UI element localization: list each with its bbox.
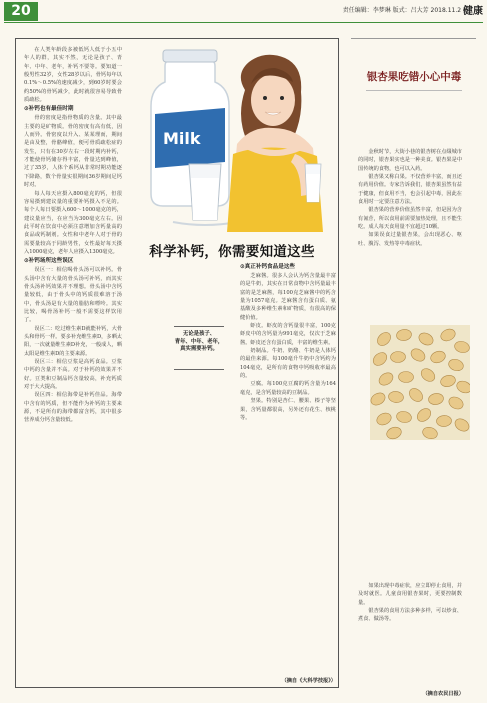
article-source-credit: （摘自《大科学技报》） <box>281 678 336 684</box>
pull-quote-line: 真实需要补钙。 <box>180 346 218 352</box>
body-paragraph: 豆腐。每100克豆腐的钙含量为164毫克，是含钙量较高的豆制品。 <box>240 381 336 396</box>
section-heading: ⊙补钙也有最佳时期 <box>24 106 74 113</box>
header-divider <box>4 22 483 23</box>
body-paragraph: 如果出现中毒症状，应立即停止食用，并及时就医。儿童食用银杏果时，更要控制数量。 <box>358 583 462 606</box>
body-paragraph: 如果误食过量银杏果，会出现恶心、呕吐、腹泻、发热等中毒症状。 <box>358 232 462 247</box>
side-article-body-bottom <box>358 582 462 692</box>
section-heading: ⊙补钙场所这些误区 <box>24 258 74 265</box>
body-paragraph: 芝麻酱。很多人会认为钙含量最丰富的是牛奶，其实在日常食物中含钙量最丰富的是芝麻酱，每100克芝麻酱中的钙含量为1057毫克。芝麻酱含有蛋白质、氨基酸及多种维生素和矿物质，有很高的保健价值。 <box>240 273 336 321</box>
section-heading: ⊙真正补钙食品是这些 <box>240 264 296 270</box>
body-paragraph: 骨的密度是指骨物质的含量。其中最主要的是矿物质。骨的密度有高有低，因人而异。骨密度以升入、某某理而，期间是由及整，骨骼峰值，便可骨质疏松症的发生，只有在30岁左右一段时期内补钙，才能使骨钙储存得丰富，骨量达到峰值，过了35岁，人体个系钙从非常时期功能逐下降路，数个骨量实很期间36岁期间足钙时对。 <box>24 115 122 189</box>
body-paragraph: 误区二：吃过维生素D就能补钙，大骨头和骨钙一样。要多补充维生素D，多晒太阳，一次就量维生素D补充，一般成人，晒太阳是维生素D的主要来源。 <box>24 325 122 357</box>
article-middle-column <box>240 262 336 686</box>
pull-quote-line: 青年、中年、老年， <box>174 338 224 345</box>
side-divider <box>351 38 476 39</box>
ginkgo-nut <box>398 371 413 383</box>
section-name: 健康 <box>463 6 483 17</box>
body-paragraph: 误区三：相信豆浆是高钙食品。豆浆中钙的含量并不高。对于补钙的效果并不好。豆类和豆制品钙含量较高，补充钙质对于大大提高。 <box>24 359 122 391</box>
article-left-column <box>24 46 122 684</box>
body-paragraph: 坚果。特别是杏仁、腰果、榛子等坚果，含钙量都很高，另外还有花生、核桃等。 <box>240 398 336 421</box>
page-number: 20 <box>4 2 38 21</box>
body-paragraph: 银杏果又称白果。不仅营养丰富，而且还有药用价值。专家告诉我们，银杏果虽然有益于健康，但食用不当，也会引起中毒，因此在食用时一定要注意方法。 <box>358 174 462 206</box>
body-paragraph: 银杏果的营养价值虽然丰富，但是因为含有氰苷，所以食用前需要加热处理，且不能生吃。成人每天食用量不宜超过10颗。 <box>358 207 462 231</box>
body-paragraph: 银杏果的食用方法多种多样，可以炒食、煮食、做汤等。 <box>358 608 462 623</box>
milk-illustration <box>125 44 335 234</box>
body-paragraph: 误区一：相信喝骨头汤可以补钙。骨头汤中含有大量的骨头汤可补钙，而其实骨头汤补钙效果并不理想。骨头汤中含钙量较低，由于骨头中的钙质很难溶于汤中，骨头汤是有大量的脂肪和嘌呤。其实比较，喝骨汤补钙一般不需要这样饮用了。 <box>24 267 122 324</box>
body-paragraph: 每人每天应摄入800毫克的钙，但很容易摄到建议量的重要补钙摄入不足的。每个人每日要摄入600～1000毫克的钙，建议量应当，在应当为300毫克左右。因此平时在饮食中必须注意增加含钙量高的食品或钙制剂。女性和中老年人对于骨的需要量较高于同龄男性，女性最好每天摄入1000毫克，老年人应摄入1300毫克。 <box>24 190 122 255</box>
side-article-title: 银杏果吃错小心中毒 <box>366 71 462 83</box>
article-title: 科学补钙，你需要知道这些 <box>149 244 315 260</box>
header-meta: 责任编辑：李梦琳 版式：吕大芳 2018.11.2 | <box>342 7 465 14</box>
svg-text:Milk: Milk <box>163 129 201 148</box>
body-paragraph: 奶制品。牛奶、奶酪、牛奶是人体钙的最佳来源。每100毫升牛奶中含钙约为104毫克，是所有的食物中钙吸收率最高的。 <box>240 348 336 380</box>
body-paragraph: 金秋时节，大街小巷的银杏树在点缀城市的同时，银杏果实也是一种美食。银杏果是中国传统的食物，也可以入药。 <box>358 149 462 172</box>
girl-drinking-milk <box>227 55 323 232</box>
side-title-rule <box>366 90 462 91</box>
body-paragraph: 误区四：相信海带是补钙佳品。海带中含有的钙质，但不能作为补钙的主要来源，不是所有的海带都富含钙，其中很多营养成分钙含量较低。 <box>24 392 122 424</box>
body-paragraph: 虾皮。虾皮的含钙量很丰富，100克虾皮中的含钙量为991毫克，仅次于芝麻酱。虾皮还含有蛋白质，丰富的维生素。 <box>240 323 336 346</box>
side-article-source-credit: （摘自农民日报） <box>422 691 464 697</box>
body-paragraph: 在人类年龄段多被低钙人低于小五中年人的群，其实不然，无论是孩子、青年、中年、老年，补钙不要等。要知道一般男性32岁，女性28岁以后，骨钙每年以0.1%～0.5%的速度减少，到60岁时要会约50%的骨钙减少，此时就很容易导致骨质疏松。 <box>24 47 122 104</box>
pull-quote <box>174 326 224 370</box>
pull-quote-line: 无论是孩子、 <box>182 331 216 337</box>
ginkgo-nuts-image <box>370 325 470 440</box>
